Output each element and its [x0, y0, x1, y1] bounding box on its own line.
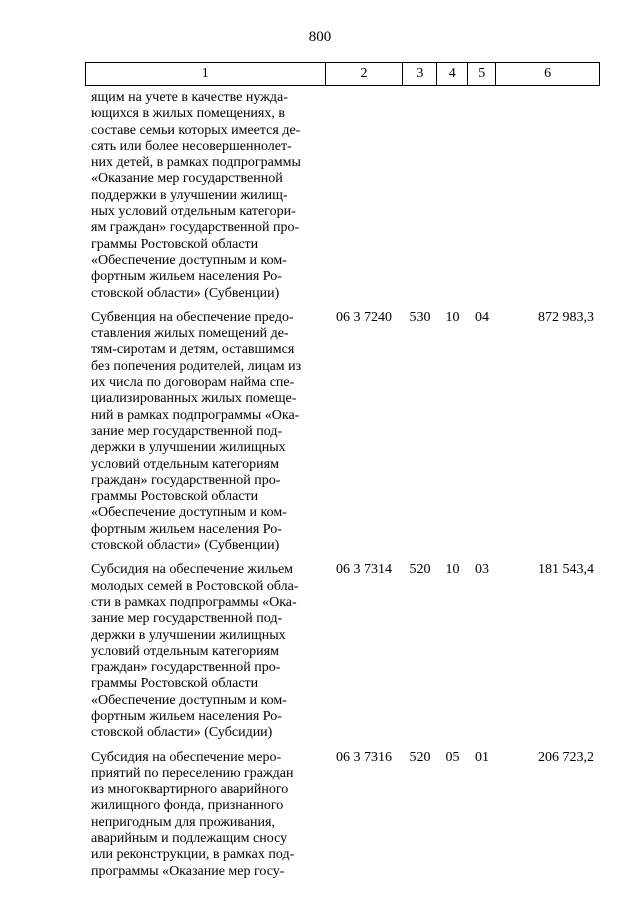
amount	[496, 90, 600, 302]
subsection: 04	[475, 309, 489, 325]
row-description: Субвенция на обеспечение предо- ставления жилых помещений де- тям-сиротам и детям, оставшимся без попечения родителей, лицам из их числа по договорам найма спе- циализированных жилых помеще- ний в рамках подпрограммы «Ока- зание мер государственной под- держки в улучшении жилищных условий отдельным категориям граждан» государственной про- граммы Ростовской области «Обеспечение доступным и ком- фортным жильем населения Ро- стовской области» (Субвенции)	[91, 309, 302, 554]
column-header-6: 6	[496, 63, 600, 85]
target-article-code	[325, 90, 403, 302]
expense-type	[403, 90, 437, 302]
subsection: 03	[475, 562, 489, 578]
section: 10	[445, 309, 460, 325]
column-header-4: 4	[437, 63, 468, 85]
target-article-code: 06 3 7314	[336, 562, 392, 578]
table-row	[85, 90, 600, 302]
target-article-code: 06 3 7316	[336, 749, 392, 765]
table-row	[85, 562, 600, 741]
page-number: 800	[308, 29, 332, 45]
amount: 181 543,4	[538, 562, 594, 578]
subsection: 01	[475, 749, 489, 765]
subsection	[468, 90, 496, 302]
row-description: Субсидия на обеспечение жильем молодых семей в Ростовской обла- сти в рамках подпрограммы «Ока- зание мер государственной под- держки в улучшении жилищных условий отдельным категориям граждан» государственной про- граммы Ростовской области «Обеспечение доступным и ком- фортным жильем населения Ро- стовской области» (Субсидии)	[91, 562, 299, 741]
expense-type: 520	[409, 749, 431, 765]
table-row	[85, 750, 600, 880]
budget-table	[85, 62, 600, 880]
section	[437, 90, 468, 302]
column-header-3: 3	[403, 63, 437, 85]
expense-type: 520	[409, 562, 431, 578]
row-description: Субсидия на обеспечение меро- приятий по переселению граждан из многоквартирного аварийного жилищного фонда, признанного непригодным для проживания, аварийным и подлежащим сносу или реконструкции, в рамках под- программы «Оказание мер госу-	[91, 749, 295, 879]
section: 10	[445, 562, 460, 578]
column-header-5: 5	[468, 63, 496, 85]
row-description: ящим на учете в качестве нужда- ющихся в жилых помещениях, в составе семьи которых имеется де- сять или более несовершеннолет- них детей, в рамках подпрограммы «Оказание мер государственной поддержки в улучшении жилищ- ных условий отдельным категори- ям граждан» государственной про- граммы Ростовской области «Обеспечение доступным и ком- фортным жильем населения Ро- стовской области» (Субвенции)	[91, 90, 301, 301]
column-header-1: 1	[86, 63, 326, 85]
target-article-code: 06 3 7240	[336, 309, 392, 325]
table-header	[85, 62, 600, 86]
amount: 206 723,2	[538, 749, 594, 765]
column-header-2: 2	[326, 63, 404, 85]
amount: 872 983,3	[538, 309, 594, 325]
section: 05	[445, 749, 460, 765]
expense-type: 530	[409, 309, 431, 325]
table-row	[85, 310, 600, 554]
